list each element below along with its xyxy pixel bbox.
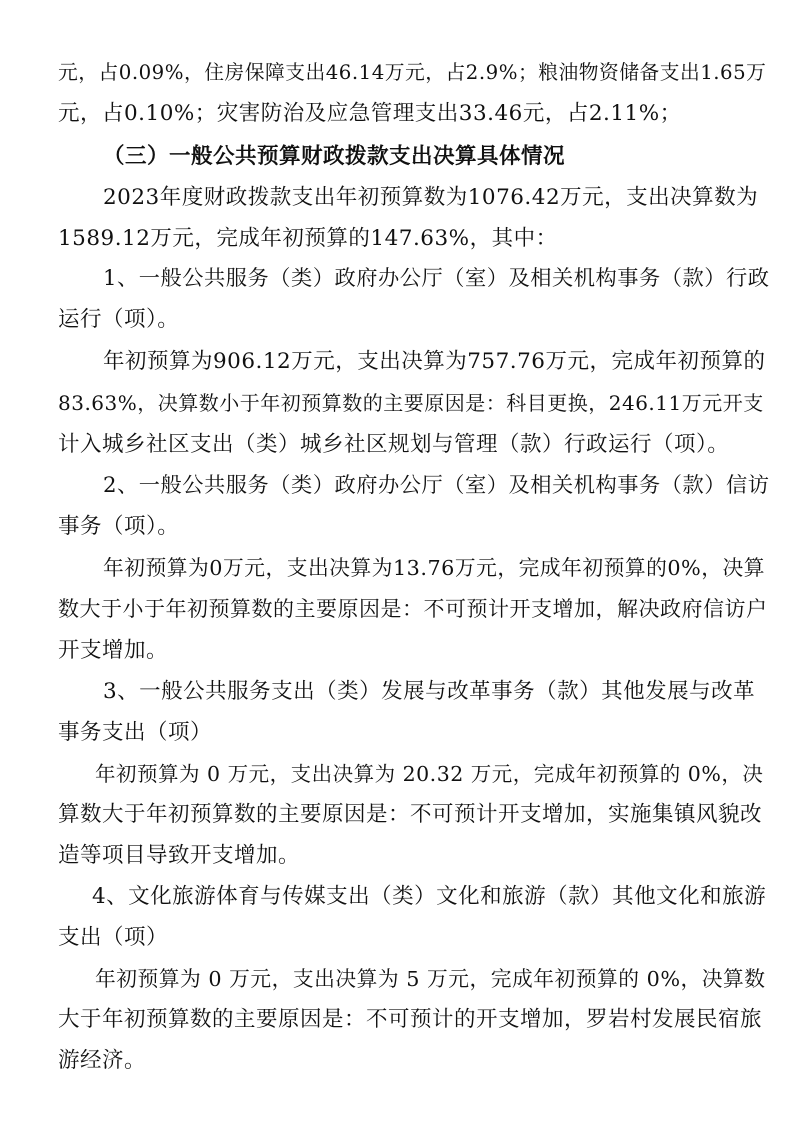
text-line: 2023年度财政拨款支出年初预算数为1076.42万元，支出决算数为: [103, 185, 759, 210]
text-line: 年初预算为906.12万元，支出决算为757.76万元，完成年初预算的: [103, 349, 766, 374]
text-line: 游经济。: [58, 1048, 147, 1073]
section-heading: （三）一般公共预算财政拨款支出决算具体情况: [103, 144, 566, 169]
text-line: 年初预算为 0 万元，支出决算为 20.32 万元，完成年初预算的 0%，决: [95, 762, 764, 786]
text-line: 数大于小于年初预算数的主要原因是：不可预计开支增加，解决政府信访户: [58, 597, 768, 621]
text-line: 支出（项）: [58, 925, 169, 950]
text-line: 事务（项）。: [58, 514, 180, 539]
text-line: 运行（项）。: [58, 307, 180, 332]
text-line: 开支增加。: [58, 638, 169, 663]
item-heading: 4、文化旅游体育与传媒支出（类）文化和旅游（款）其他文化和旅游: [92, 884, 767, 909]
text-line: 年初预算为 0 万元，支出决算为 5 万元，完成年初预算的 0%，决算数: [95, 967, 766, 991]
text-line: 算数大于年初预算数的主要原因是：不可预计开支增加，实施集镇风貌改: [58, 802, 763, 827]
text-line: 计入城乡社区支出（类）城乡社区规划与管理（款）行政运行（项）。: [58, 432, 730, 457]
text-line: 元，占0.10%；灾害防治及应急管理支出33.46元，占2.11%；: [58, 101, 682, 126]
text-line: 事务支出（项）: [58, 720, 213, 745]
text-line: 元，占0.09%，住房保障支出46.14万元，占2.9%；粮油物资储备支出1.65万: [58, 61, 767, 84]
item-heading: 3、一般公共服务支出（类）发展与改革事务（款）其他发展与改革: [103, 679, 756, 704]
text-line: 造等项目导致开支增加。: [58, 843, 301, 868]
text-line: 年初预算为0万元，支出决算为13.76万元，完成年初预算的0%，决算: [103, 556, 766, 580]
text-line: 大于年初预算数的主要原因是：不可预计的开支增加，罗岩村发展民宿旅: [58, 1007, 763, 1032]
text-line: 1589.12万元，完成年初预算的147.63%，其中：: [58, 226, 558, 251]
item-heading: 1、一般公共服务（类）政府办公厅（室）及相关机构事务（款）行政: [103, 266, 770, 291]
item-heading: 2、一般公共服务（类）政府办公厅（室）及相关机构事务（款）信访: [103, 473, 770, 498]
text-line: 83.63%，决算数小于年初预算数的主要原因是：科目更换，246.11万元开支: [58, 391, 764, 415]
